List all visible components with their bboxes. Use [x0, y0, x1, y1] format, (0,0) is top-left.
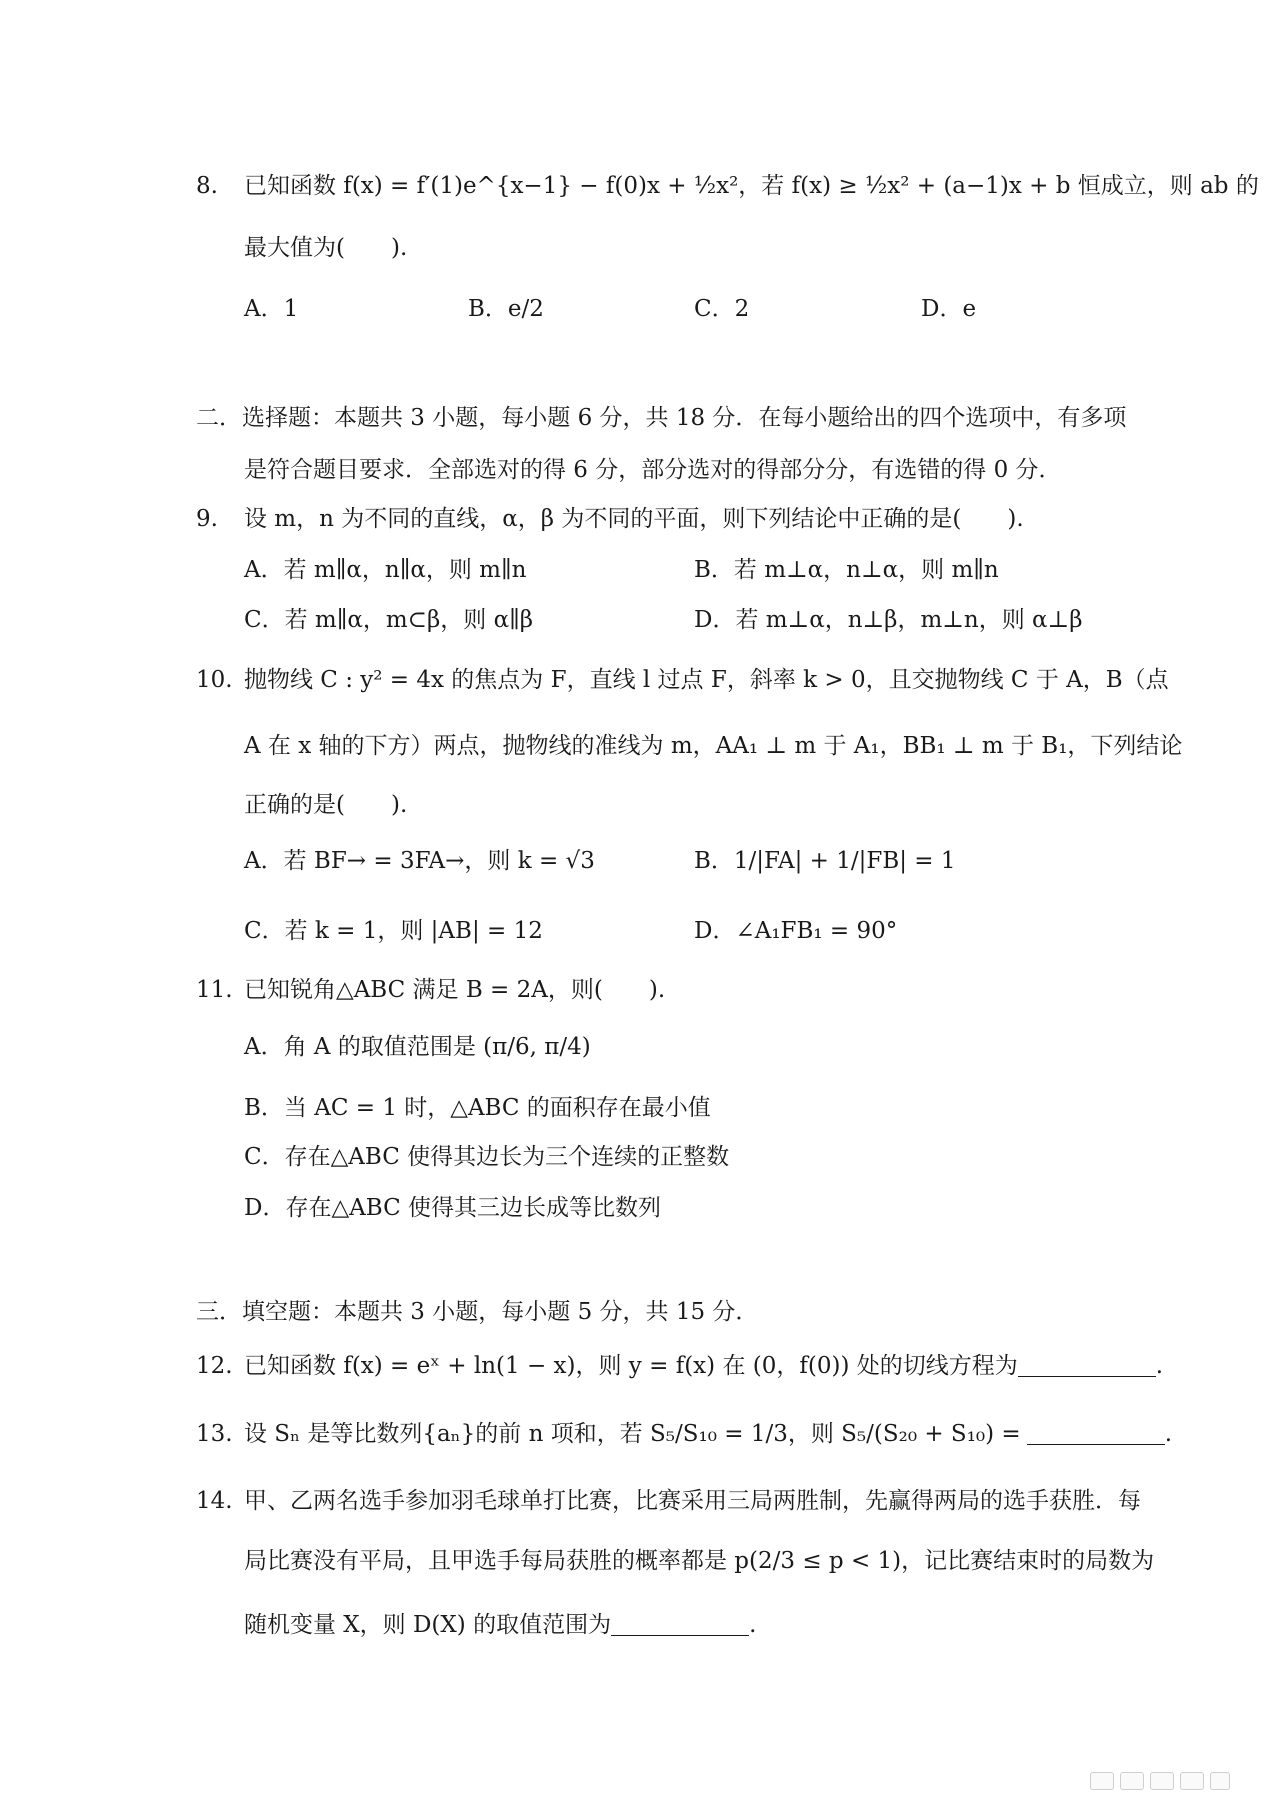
question-14-line-2: 局比赛没有平局，且甲选手每局获胜的概率都是 p(2/3 ≤ p < 1)，记比赛结束时的局数为: [244, 1548, 1155, 1574]
question-14-line-3: 随机变量 X，则 D(X) 的取值范围为: [244, 1612, 612, 1638]
question-8-option-b: B．e/2: [468, 296, 544, 322]
question-11-option-d: D．存在△ABC 使得其三边长成等比数列: [244, 1195, 661, 1221]
section-2-heading: 二．选择题：本题共 3 小题，每小题 6 分，共 18 分．在每小题给出的四个选项中，有多项: [196, 405, 1127, 431]
answer-blank-14[interactable]: [611, 1611, 749, 1636]
question-11-number: 11.: [196, 977, 233, 1003]
question-12-number: 12.: [196, 1353, 233, 1379]
question-14-line-1: 甲、乙两名选手参加羽毛球单打比赛，比赛采用三局两胜制，先赢得两局的选手获胜．每: [244, 1488, 1141, 1514]
question-9-option-a: A．若 m∥α，n∥α，则 m∥n: [244, 557, 527, 583]
question-9-option-b: B．若 m⊥α，n⊥α，则 m∥n: [694, 557, 999, 583]
question-14-number: 14.: [196, 1488, 233, 1514]
question-13-number: 13.: [196, 1421, 233, 1447]
question-8-option-a: A．1: [244, 296, 299, 322]
question-10-option-d: D．∠A₁FB₁ = 90°: [694, 918, 898, 944]
watermark-bar: [1180, 1772, 1204, 1790]
question-10-line-1: 抛物线 C : y² = 4x 的焦点为 F，直线 l 过点 F，斜率 k > 0，且交抛物线 C 于 A，B（点: [244, 667, 1169, 693]
answer-blank-12[interactable]: [1018, 1352, 1156, 1377]
watermark-bar: [1150, 1772, 1174, 1790]
question-12-stem: 已知函数 f(x) = eˣ + ln(1 − x)，则 y = f(x) 在 (0，f(0)) 处的切线方程为: [244, 1353, 1018, 1379]
question-9-stem: 设 m，n 为不同的直线，α，β 为不同的平面，则下列结论中正确的是( ).: [244, 506, 1024, 532]
question-8-line-2: 最大值为( ).: [244, 235, 408, 261]
question-11-option-a: A．角 A 的取值范围是 (π/6, π/4): [244, 1034, 591, 1060]
question-10-number: 10.: [196, 667, 233, 693]
question-11-option-c: C．存在△ABC 使得其边长为三个连续的正整数: [244, 1144, 730, 1170]
section-3-heading: 三．填空题：本题共 3 小题，每小题 5 分，共 15 分．: [196, 1299, 759, 1325]
question-9-number: 9.: [196, 506, 218, 532]
question-11-option-b: B．当 AC = 1 时，△ABC 的面积存在最小值: [244, 1095, 711, 1121]
question-11-stem: 已知锐角△ABC 满足 B = 2A，则( ).: [244, 977, 666, 1003]
question-8-option-c: C．2: [694, 296, 750, 322]
question-13-end: .: [1164, 1421, 1173, 1447]
question-8-option-d: D．e: [921, 296, 977, 322]
question-9-option-c: C．若 m∥α，m⊂β，则 α∥β: [244, 607, 534, 633]
question-8-line-1: 已知函数 f(x) = f′(1)e^{x−1} − f(0)x + ½x²，若 f(x) ≥ ½x² + (a−1)x + b 恒成立，则 ab 的: [244, 173, 1259, 199]
question-10-line-3: 正确的是( ).: [244, 792, 408, 818]
answer-blank-13[interactable]: [1027, 1420, 1165, 1445]
question-8-number: 8.: [196, 173, 218, 199]
question-13-stem: 设 Sₙ 是等比数列{aₙ}的前 n 项和，若 S₅/S₁₀ = 1/3，则 S₅/(S₂₀ + S₁₀) =: [244, 1421, 1021, 1447]
question-12-end: .: [1155, 1353, 1164, 1379]
watermark-bar: [1090, 1772, 1114, 1790]
watermark-bar: [1120, 1772, 1144, 1790]
question-14-end: .: [749, 1612, 757, 1638]
question-10-line-2: A 在 x 轴的下方）两点，抛物线的准线为 m，AA₁ ⊥ m 于 A₁，BB₁ ⊥ m 于 B₁，下列结论: [244, 733, 1183, 759]
question-9-option-d: D．若 m⊥α，n⊥β，m⊥n，则 α⊥β: [694, 607, 1083, 633]
question-10-option-b: B．1/|FA| + 1/|FB| = 1: [694, 848, 956, 874]
watermark-bar: [1210, 1772, 1230, 1790]
question-10-option-c: C．若 k = 1，则 |AB| = 12: [244, 918, 543, 944]
section-2-heading-cont: 是符合题目要求．全部选对的得 6 分，部分选对的得部分分，有选错的得 0 分．: [244, 457, 1062, 483]
question-10-option-a: A．若 BF→ = 3FA→，则 k = √3: [244, 848, 595, 874]
